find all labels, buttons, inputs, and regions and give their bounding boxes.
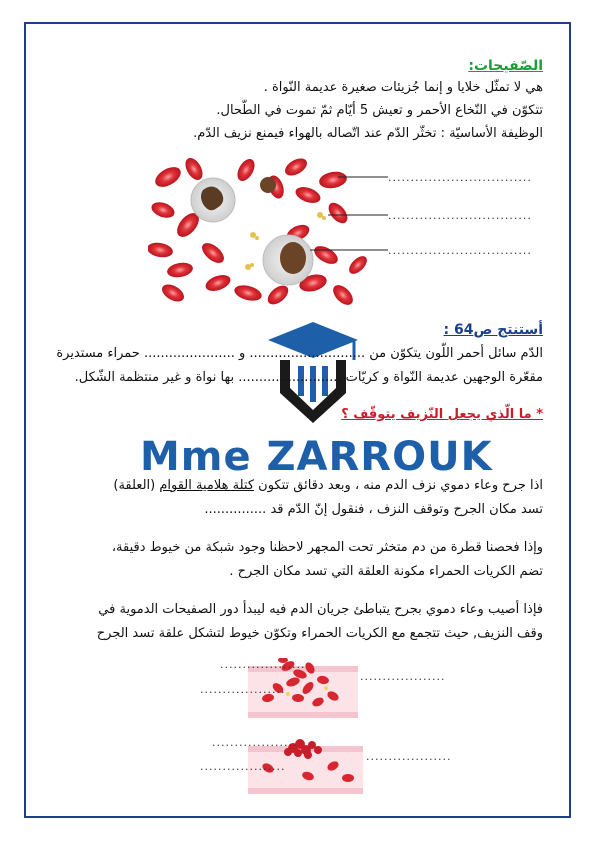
conclusion-line-2: مقعّرة الوجهين عديمة النّواة و كريّات ......................... بها نواة و غير منتظمة الشّكل. [74,370,543,385]
para1-line-2: تسد مكان الجرح وتوقف النزف ، فنقول إنّ الدّم قد ............... [204,502,543,517]
conclusion-line-1: الدّم سائل أحمر اللّون يتكوّن من ............................ و ...................... حمراء مستديرة [56,346,543,361]
label-blank-2: ................................ [388,209,532,222]
label-blank-3: ................................ [388,244,532,257]
vessel1-blank-3: ................... [360,670,446,683]
red-blood-cells [148,155,370,305]
platelets-line-2: تتكوّن في النّخاع الأحمر و تعيش 5 أيّام ثمّ تموت في الطّحال. [216,103,543,118]
term-gel-mass: كتلة هلامية القوام [159,478,255,493]
para2-line-2: تضم الكريات الحمراء مكونة العلقة التي تسد مكان الجرح . [229,564,543,579]
question-heading: * ما الّذي يجعل النّزيف يتوقّف ؟ [341,407,543,422]
vessel2-blank-3: ................... [366,750,452,763]
section-title-platelets: الصّفيحات: [468,58,543,74]
platelets-line-3: الوظيفة الأساسيّة : تخثّر الدّم عند اتّصاله بالهواء فيمنع نزيف الدّم. [193,126,543,141]
para3-line-1: فإذا أصيب وعاء دموي بجرح يتباطئ جريان الدم فيه ليبدأ دور الصفيحات الدموية في [98,602,543,617]
para1-line-1: اذا جرح وعاء دموي نزف الدم منه ، وبعد دقائق تتكون كتلة هلامية القوام (العلقة) [113,478,543,493]
vessel1-blank-2: ................... [200,683,286,696]
watermark-text: Mme ZARROUK [140,434,493,480]
section-title-conclusion: أستنتج ص64 : [443,322,543,338]
platelets-line-1: هي لا تمثّل خلايا و إنما جُزيئات صغيرة عديمة النّواة . [263,80,543,95]
para2-line-1: وإذا فحصنا قطرة من دم متخثر تحت المجهر لاحظنا وجود شبكة من خيوط دقيقة، [111,540,543,555]
vessel2-blank-1: ................... [212,736,298,749]
vessel1-blank-1: ................... [220,658,306,671]
para3-line-2: وقف النزيف, حيث تتجمع مع الكريات الحمراء وتكوّن خيوط لتشكل علقة تسد الجرح [96,626,543,641]
blood-cells-figure [148,155,388,305]
vessel2-blank-2: ................... [200,760,286,773]
label-blank-1: ................................ [388,171,532,184]
